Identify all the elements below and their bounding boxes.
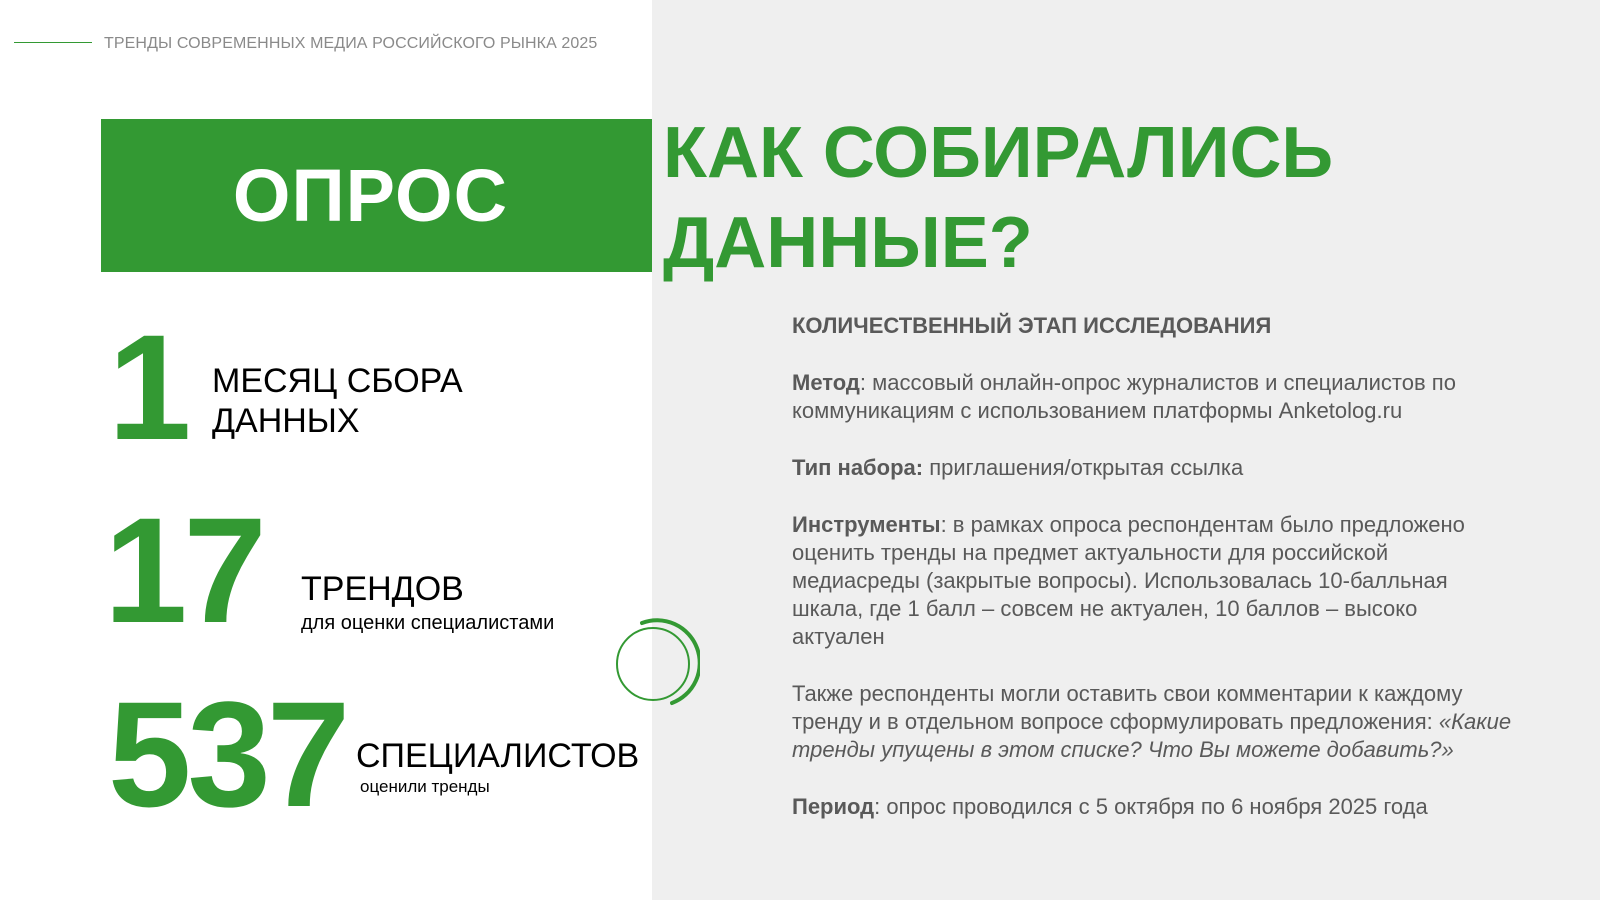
page-heading — [663, 108, 1563, 288]
stat-label-month — [212, 361, 512, 441]
recruitment-text: приглашения/открытая ссылка — [923, 455, 1244, 480]
period-label: Период — [792, 794, 875, 819]
stat-number-specialists: 537 — [108, 670, 347, 838]
decorative-circle-icon — [612, 616, 700, 712]
tools-paragraph — [792, 511, 1512, 651]
method-label: Метод — [792, 370, 860, 395]
recruitment-paragraph — [792, 454, 1512, 482]
header-title: ТРЕНДЫ СОВРЕМЕННЫХ МЕДИА РОССИЙСКОГО РЫНКА 2025 — [104, 35, 598, 52]
tools-text: : в рамках опроса респондентам было предложено оценить тренды на предмет актуальности для российской медиасреды (закрытые вопросы). Использовалась 10-балльная шкала, где 1 балл – совсем не актуален, 10 баллов – высоко актуален — [792, 512, 1465, 649]
survey-banner-label: ОПРОС — [232, 154, 509, 237]
comments-quote: «Какие тренды упущены в этом списке? Что Вы можете добавить?» — [792, 709, 1512, 762]
survey-banner — [101, 119, 652, 272]
stat-sublabel-specialists: оценили тренды — [360, 777, 490, 796]
tools-label: Инструменты — [792, 512, 941, 537]
stat-label-month-line1: МЕСЯЦ СБОРА — [212, 362, 463, 400]
stat-label-specialists: СПЕЦИАЛИСТОВ — [356, 737, 640, 775]
stat-sublabel-trends: для оценки специалистами — [301, 612, 555, 634]
recruitment-label: Тип набора: — [792, 455, 924, 480]
page-heading-line1: КАК СОБИРАЛИСЬ — [663, 113, 1334, 193]
method-text: : массовый онлайн-опрос журналистов и специалистов по коммуникациям с использованием платформы Anketolog.ru — [792, 370, 1456, 423]
section-title: КОЛИЧЕСТВЕННЫЙ ЭТАП ИССЛЕДОВАНИЯ — [792, 313, 1272, 338]
stat-number-trends: 17 — [104, 486, 263, 654]
header-accent-line — [14, 42, 92, 43]
stat-label-month-line2: ДАННЫХ — [212, 402, 360, 440]
period-paragraph — [792, 793, 1512, 821]
comments-text: Также респонденты могли оставить свои комментарии к каждому тренду и в отдельном вопросе сформулировать предложения: — [792, 681, 1463, 734]
stat-label-trends: ТРЕНДОВ — [301, 570, 464, 608]
method-paragraph — [792, 369, 1512, 425]
stat-number-month: 1 — [108, 303, 192, 471]
methodology-details — [792, 312, 1512, 850]
page-heading-line2: ДАННЫЕ? — [663, 203, 1033, 283]
comments-paragraph — [792, 680, 1512, 764]
period-text: : опрос проводился с 5 октября по 6 ноября 2025 года — [874, 794, 1428, 819]
